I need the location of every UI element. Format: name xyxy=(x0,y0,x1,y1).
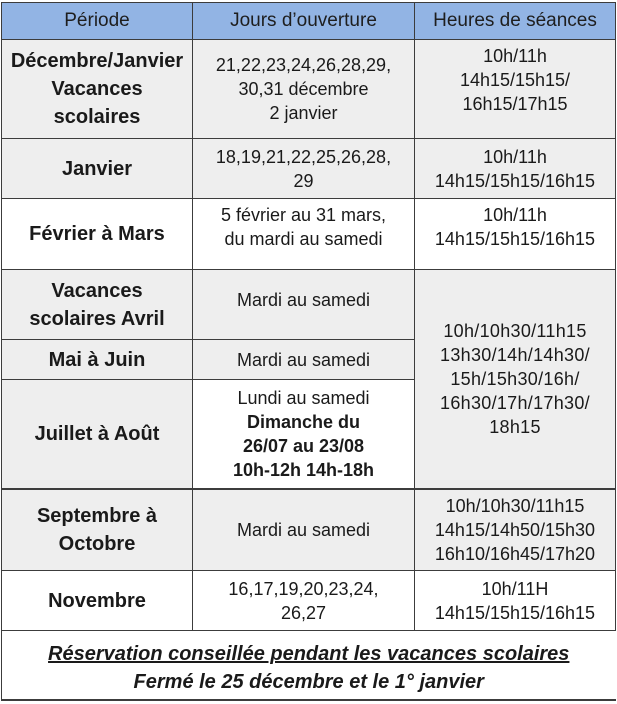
period-line: Janvier xyxy=(61,157,133,180)
hours-line: 10h/11h xyxy=(483,146,547,167)
hours-line: 10h/10h30/11h15 xyxy=(445,495,585,516)
days-line: 16,17,19,20,23,24, xyxy=(228,578,379,599)
hours-line: 10h/11h xyxy=(483,46,547,66)
hours-line: 10h/10h30/11h15 xyxy=(443,320,587,341)
days-cell xyxy=(193,139,415,199)
days-line: 30,31 décembre xyxy=(238,79,369,99)
days-line: Mardi au samedi xyxy=(236,290,371,310)
hours-line: 14h15/15h15/16h15 xyxy=(434,602,596,623)
days-line-bold: 26/07 au 23/08 xyxy=(242,435,365,456)
days-line: 21,22,23,24,26,28,29, xyxy=(215,55,392,75)
period-cell xyxy=(2,571,193,631)
period-cell xyxy=(2,139,193,199)
days-cell xyxy=(193,380,415,489)
hours-cell-merged xyxy=(415,270,616,489)
hours-line: 16h30/17h/17h30/ xyxy=(440,392,590,413)
footer-closed-note: Fermé le 25 décembre et le 1° janvier xyxy=(133,670,484,693)
hours-cell xyxy=(415,199,616,270)
days-line: Mardi au samedi xyxy=(236,349,371,370)
period-cell xyxy=(2,270,193,340)
footer-row xyxy=(2,631,616,700)
days-cell xyxy=(193,199,415,270)
hours-line: 18h15 xyxy=(489,416,541,437)
hours-line: 14h15/14h50/15h30 xyxy=(434,519,596,540)
days-line: 2 janvier xyxy=(269,103,338,123)
header-session-hours: Heures de séances xyxy=(415,3,616,40)
period-line: Vacances xyxy=(51,279,143,302)
days-line: 18,19,21,22,25,26,28, xyxy=(215,146,392,167)
hours-line: 16h15/17h15 xyxy=(462,94,568,114)
days-line-bold: Dimanche du xyxy=(246,411,361,432)
row-vacances-avril xyxy=(2,270,616,340)
period-line: Octobre xyxy=(58,532,136,555)
header-row xyxy=(2,3,616,40)
period-line: Mai à Juin xyxy=(48,348,146,371)
period-line: scolaires xyxy=(53,106,141,128)
hours-line: 14h15/15h15/ xyxy=(459,70,571,90)
days-cell xyxy=(193,340,415,380)
period-line: Juillet à Août xyxy=(34,422,160,445)
hours-cell xyxy=(415,571,616,631)
hours-line: 10h/11H xyxy=(481,578,549,599)
hours-line: 15h/15h30/16h/ xyxy=(450,368,580,389)
hours-line: 16h10/16h45/17h20 xyxy=(434,543,596,564)
hours-cell xyxy=(415,139,616,199)
days-cell xyxy=(193,270,415,340)
days-line: 29 xyxy=(293,170,314,191)
days-line: Mardi au samedi xyxy=(236,519,371,540)
row-novembre xyxy=(2,571,616,631)
header-period: Période xyxy=(2,3,193,40)
days-cell xyxy=(193,489,415,571)
days-line: du mardi au samedi xyxy=(224,229,383,249)
footer-reservation-note: Réservation conseillée pendant les vacances scolaires xyxy=(48,642,570,665)
hours-line: 14h15/15h15/16h15 xyxy=(434,229,596,249)
hours-line: 13h30/14h/14h30/ xyxy=(440,344,590,365)
period-cell xyxy=(2,380,193,489)
footer-note xyxy=(2,631,616,700)
days-cell xyxy=(193,571,415,631)
period-cell xyxy=(2,199,193,270)
period-line: Février à Mars xyxy=(29,223,165,245)
period-cell xyxy=(2,340,193,380)
period-line: Vacances xyxy=(51,78,143,100)
row-janvier xyxy=(2,139,616,199)
days-line: Lundi au samedi xyxy=(237,387,370,408)
period-cell xyxy=(2,40,193,139)
period-line: scolaires Avril xyxy=(29,307,165,330)
hours-cell xyxy=(415,489,616,571)
hours-cell xyxy=(415,40,616,139)
period-line: Novembre xyxy=(48,589,146,612)
hours-line: 14h15/15h15/16h15 xyxy=(434,170,596,191)
row-fevrier-mars xyxy=(2,199,616,270)
row-septembre-octobre xyxy=(2,489,616,571)
period-cell xyxy=(2,489,193,571)
period-line: Décembre/Janvier xyxy=(10,50,184,72)
header-opening-days: Jours d’ouverture xyxy=(193,3,415,40)
period-line: Septembre à xyxy=(36,504,158,527)
days-cell xyxy=(193,40,415,139)
days-line: 5 février au 31 mars, xyxy=(220,205,387,225)
hours-line: 10h/11h xyxy=(483,205,547,225)
days-line-bold: 10h-12h 14h-18h xyxy=(232,459,375,480)
row-decembre-janvier xyxy=(2,40,616,139)
days-line: 26,27 xyxy=(280,602,327,623)
schedule-table xyxy=(1,2,615,699)
